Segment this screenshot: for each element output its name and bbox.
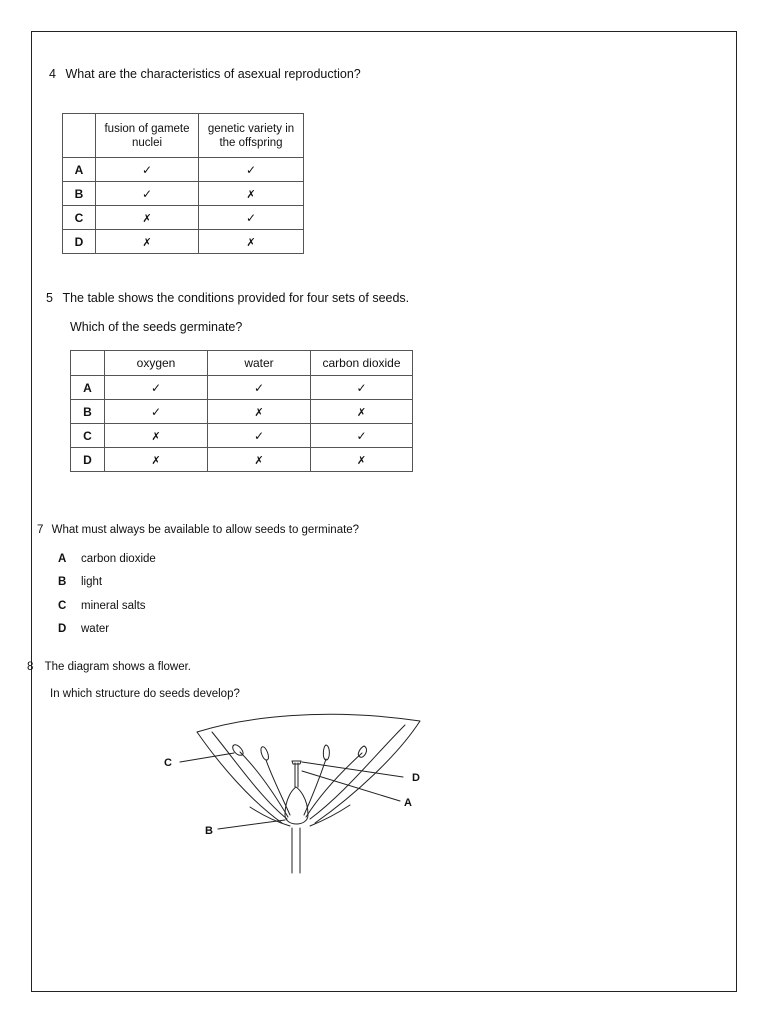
cross-mark: ✗ [142, 235, 152, 249]
q5-row-d [71, 448, 413, 472]
q5-corner-cell [71, 351, 105, 376]
option-text: mineral salts [81, 600, 146, 612]
q5-header-oxygen: oxygen [105, 351, 208, 376]
ovary [285, 787, 308, 824]
label-b-leader [218, 820, 285, 829]
label-d: D [412, 772, 420, 784]
cross-mark: ✗ [151, 453, 161, 467]
q4-row-label: C [63, 206, 96, 230]
right-petal [197, 714, 420, 823]
cross-mark: ✗ [356, 405, 367, 419]
q4-table [62, 113, 304, 254]
q5-row-c [71, 424, 413, 448]
question-8 [27, 661, 191, 673]
cross-mark: ✗ [246, 187, 256, 201]
q4-header-row [63, 114, 304, 158]
cross-mark: ✗ [151, 429, 161, 443]
tick-mark: ✓ [253, 428, 265, 443]
left-petal [197, 732, 282, 823]
question-8-number: 8 [27, 661, 34, 673]
question-5-subtext: Which of the seeds germinate? [70, 320, 243, 334]
q7-option-d [58, 619, 109, 637]
q5-row-label: C [71, 424, 105, 448]
q4-header-variety: genetic variety in the offspring [199, 114, 304, 158]
label-a: A [404, 797, 412, 809]
tick-mark: ✓ [253, 380, 265, 395]
left-petal-inner-edge [212, 732, 287, 819]
option-letter: B [58, 576, 67, 588]
q4-row-label: D [63, 230, 96, 254]
option-text: water [81, 623, 110, 635]
cross-mark: ✗ [246, 235, 256, 249]
tick-mark: ✓ [245, 162, 257, 177]
q7-option-a [58, 549, 156, 567]
q4-header-fusion: fusion of gamete nuclei [96, 114, 199, 158]
q7-option-b [58, 572, 102, 590]
question-4 [49, 67, 361, 81]
cross-mark: ✗ [356, 453, 367, 467]
q4-row-c [63, 206, 304, 230]
cross-mark: ✗ [254, 405, 264, 419]
left-filament-outer [240, 752, 288, 817]
left-anther-inner [261, 747, 269, 760]
right-filament-outer [306, 753, 362, 817]
tick-mark: ✓ [356, 428, 367, 443]
q4-corner-cell [63, 114, 96, 158]
right-filament-inner [304, 759, 326, 815]
cross-mark: ✗ [254, 453, 264, 467]
tick-mark: ✓ [141, 186, 153, 201]
q5-header-row [71, 351, 413, 376]
tick-mark: ✓ [150, 404, 162, 419]
q5-row-label: B [71, 400, 105, 424]
flower-diagram [150, 705, 440, 880]
label-d-leader [302, 762, 403, 777]
label-c: C [164, 757, 172, 769]
q4-row-label: B [63, 182, 96, 206]
question-5 [46, 291, 409, 305]
tick-mark: ✓ [150, 380, 162, 395]
q5-header-water: water [208, 351, 311, 376]
style [295, 763, 298, 787]
tick-mark: ✓ [356, 380, 367, 395]
label-b: B [205, 825, 213, 837]
option-letter: D [58, 623, 67, 635]
cross-mark: ✗ [142, 211, 152, 225]
q4-row-a [63, 158, 304, 182]
option-letter: C [58, 600, 67, 612]
question-8-text: The diagram shows a flower. [44, 661, 191, 673]
question-4-number: 4 [49, 67, 56, 81]
q7-option-c [58, 596, 146, 614]
q5-row-b [71, 400, 413, 424]
q4-row-label: A [63, 158, 96, 182]
right-anther-inner [323, 745, 329, 760]
q4-row-b [63, 182, 304, 206]
question-7-number: 7 [37, 524, 44, 536]
option-letter: A [58, 553, 67, 565]
tick-mark: ✓ [245, 210, 257, 225]
option-text: carbon dioxide [81, 553, 156, 565]
label-c-leader [180, 753, 234, 762]
q5-row-label: D [71, 448, 105, 472]
q5-row-a [71, 376, 413, 400]
tick-mark: ✓ [141, 162, 153, 177]
option-text: light [81, 576, 103, 588]
right-petal-inner-edge [310, 725, 405, 819]
q5-header-carbon-dioxide: carbon dioxide [311, 351, 413, 376]
question-5-number: 5 [46, 291, 53, 305]
question-7-text: What must always be available to allow seeds to germinate? [51, 524, 360, 536]
q5-table [70, 350, 413, 472]
question-7 [37, 524, 359, 536]
stigma [292, 761, 301, 764]
question-5-text: The table shows the conditions provided for four sets of seeds. [62, 291, 410, 305]
q5-row-label: A [71, 376, 105, 400]
q4-row-d [63, 230, 304, 254]
question-8-subtext: In which structure do seeds develop? [50, 688, 240, 700]
question-4-text: What are the characteristics of asexual reproduction? [65, 67, 361, 81]
